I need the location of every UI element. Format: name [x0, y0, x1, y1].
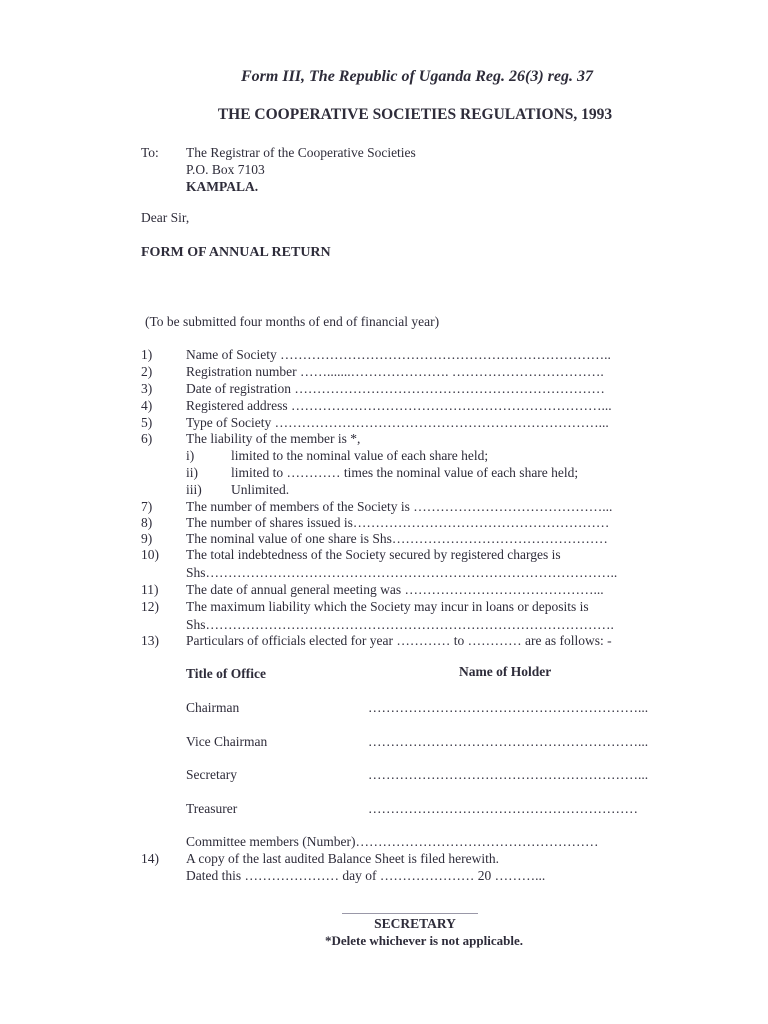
name-of-society-field[interactable]: Name of Society ……………………………………………………………….. — [186, 347, 611, 362]
regulations-title: THE COOPERATIVE SOCIETIES REGULATIONS, 1993 — [217, 106, 613, 123]
option-number: i) — [186, 448, 195, 463]
secretary-name-field[interactable]: ……………………………………………………... — [368, 767, 649, 782]
item-number: 4) — [141, 398, 153, 413]
office-title: Secretary — [186, 767, 237, 782]
max-liability-field[interactable]: Shs………………………………………………………………………………. — [186, 617, 614, 632]
item-number: 3) — [141, 381, 153, 396]
item-number: 14) — [141, 851, 159, 866]
option-number: ii) — [186, 465, 198, 480]
date-of-registration-field[interactable]: Date of registration …………………………………………………………… — [186, 381, 605, 396]
delete-note: *Delete whichever is not applicable. — [325, 933, 523, 948]
type-of-society-field[interactable]: Type of Society ………………………………………………………………... — [186, 415, 609, 430]
item-number: 1) — [141, 347, 153, 362]
option-text: limited to ………… times the nominal value of each share held; — [231, 465, 579, 480]
balance-sheet-text: A copy of the last audited Balance Sheet is filed herewith. — [186, 851, 500, 866]
to-label: To: — [141, 145, 159, 160]
office-title: Vice Chairman — [186, 734, 268, 749]
indebtedness-text: The total indebtedness of the Society secured by registered charges is — [186, 547, 561, 562]
item-number: 13) — [141, 633, 159, 648]
item-number: 2) — [141, 364, 153, 379]
instruction: (To be submitted four months of end of financial year) — [145, 314, 440, 329]
option-number: iii) — [186, 482, 202, 497]
option-text: limited to the nominal value of each share held; — [231, 448, 489, 463]
officials-year-field[interactable]: Particulars of officials elected for year ………… to ………… are as follows: - — [186, 633, 612, 648]
liability-text: The liability of the member is *, — [186, 431, 361, 446]
office-title: Chairman — [186, 700, 240, 715]
number-of-members-field[interactable]: The number of members of the Society is ……………………………………... — [186, 499, 613, 514]
office-title: Treasurer — [186, 801, 238, 816]
registered-address-field[interactable]: Registered address ……………………………………………………………... — [186, 398, 612, 413]
signature-line — [342, 913, 478, 914]
item-number: 6) — [141, 431, 153, 446]
col-name-of-holder: Name of Holder — [459, 664, 552, 679]
registration-number-field[interactable]: Registration number …….......…………………. ……………………………. — [186, 364, 604, 379]
address-line-3: KAMPALA. — [186, 179, 259, 194]
agm-date-field[interactable]: The date of annual general meeting was ……………………………………... — [186, 582, 604, 597]
item-number: 12) — [141, 599, 159, 614]
address-line-2: P.O. Box 7103 — [186, 162, 265, 177]
max-liability-text: The maximum liability which the Society may incur in loans or deposits is — [186, 599, 589, 614]
indebtedness-field[interactable]: Shs……………………………………………………………………………….. — [186, 565, 618, 580]
shares-issued-field[interactable]: The number of shares issued is………………………………………………… — [186, 515, 610, 530]
col-title-of-office: Title of Office — [186, 666, 266, 681]
salutation: Dear Sir, — [141, 210, 190, 225]
item-number: 8) — [141, 515, 153, 530]
option-text: Unlimited. — [231, 482, 290, 497]
item-number: 9) — [141, 531, 153, 546]
address-line-1: The Registrar of the Cooperative Societies — [186, 145, 416, 160]
signature-title: SECRETARY — [374, 916, 456, 931]
form-heading: FORM OF ANNUAL RETURN — [141, 245, 331, 260]
item-number: 5) — [141, 415, 153, 430]
dated-field[interactable]: Dated this ………………… day of ………………… 20 ………... — [186, 868, 546, 883]
treasurer-name-field[interactable]: …………………………………………………… — [368, 801, 638, 816]
nominal-value-field[interactable]: The nominal value of one share is Shs………………………………………… — [186, 531, 608, 546]
item-number: 11) — [141, 582, 159, 597]
committee-members-field[interactable]: Committee members (Number)……………………………………………… — [186, 834, 599, 849]
chairman-name-field[interactable]: ……………………………………………………... — [368, 700, 649, 715]
item-number: 7) — [141, 499, 153, 514]
vice-chairman-name-field[interactable]: ……………………………………………………... — [368, 734, 649, 749]
item-number: 10) — [141, 547, 159, 562]
form-title: Form III, The Republic of Uganda Reg. 26(3) reg. 37 — [241, 68, 593, 85]
